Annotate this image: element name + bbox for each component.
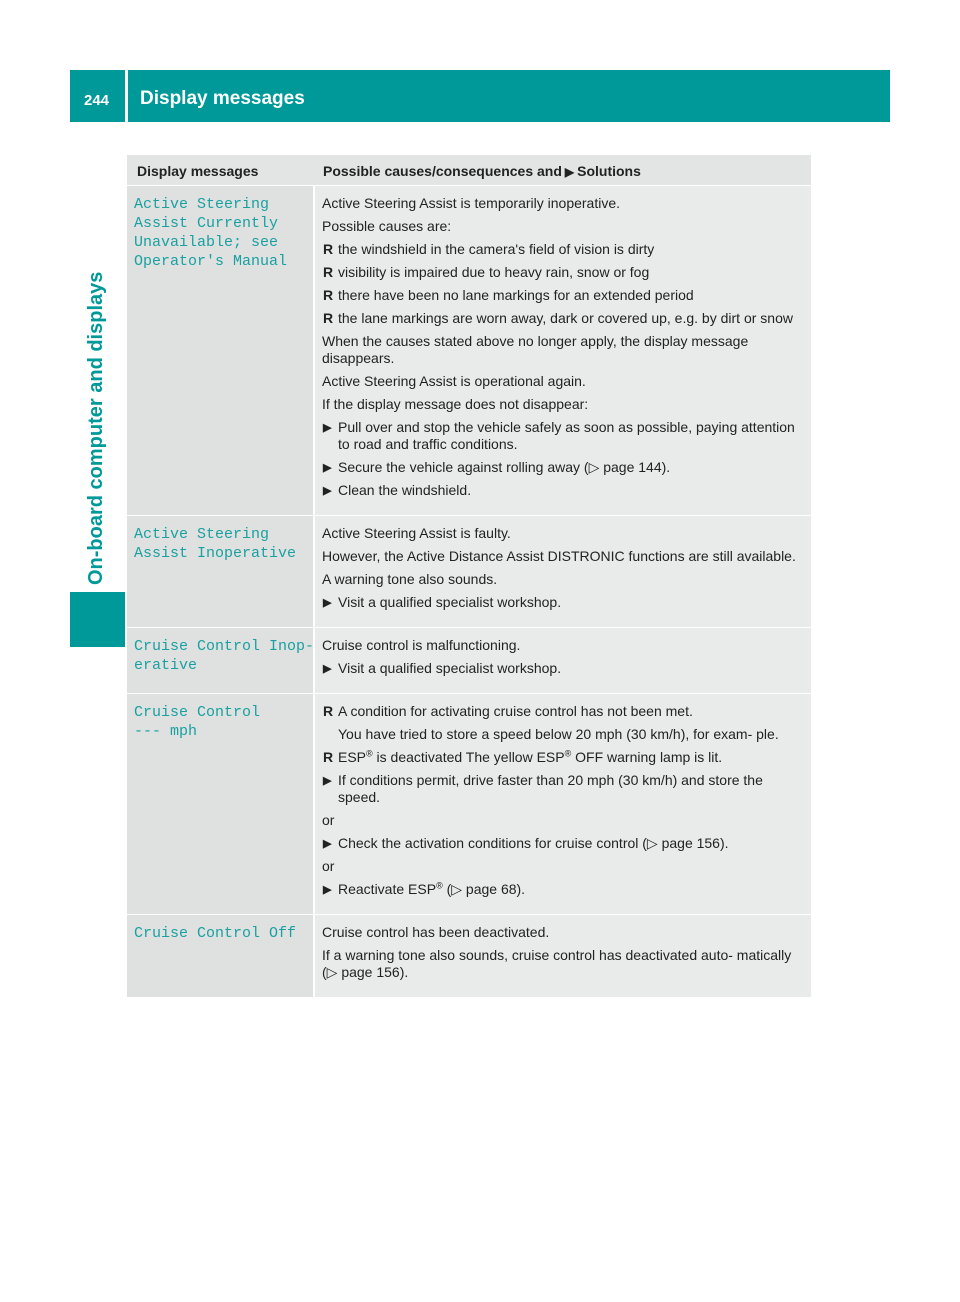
item-text: Pull over and stop the vehicle safely as soon as possible, paying attention to road and traffic conditions. <box>338 419 795 452</box>
action-step <box>322 772 805 806</box>
item-text: Visit a qualified specialist workshop. <box>338 660 562 676</box>
item-text: there have been no lane markings for an extended period <box>338 287 694 303</box>
column-header-solutions <box>315 155 811 185</box>
solution-text: A warning tone also sounds. <box>322 571 498 587</box>
action-step <box>322 594 805 611</box>
solution-text: Cruise control is malfunctioning. <box>322 637 521 653</box>
display-message-line: --- mph <box>134 723 198 740</box>
solution-text: Possible causes are: <box>322 218 452 234</box>
solution-text: If the display message does not disappear: <box>322 396 589 412</box>
display-message-line: Active Steering <box>134 196 270 213</box>
item-text: the windshield in the camera's field of vision is dirty <box>338 241 655 257</box>
item-text: Secure the vehicle against rolling away (▷ page 144). <box>338 459 671 475</box>
solution-text: Active Steering Assist is operational again. <box>322 373 586 389</box>
solution-text: Cruise control has been deactivated. <box>322 924 550 940</box>
page-title: Display messages <box>140 88 305 109</box>
section-marker <box>70 592 125 647</box>
item-text: A condition for activating cruise control has not been met. <box>338 703 693 719</box>
table-header <box>127 155 811 186</box>
action-step <box>322 881 805 898</box>
solution-text: Active Steering Assist is faulty. <box>322 525 511 541</box>
table-row <box>127 915 811 998</box>
solution-cell <box>315 694 811 914</box>
table-row <box>127 516 811 628</box>
action-arrow-icon: ▶ <box>323 485 332 497</box>
action-step <box>322 660 805 677</box>
bullet-icon: R <box>323 310 334 326</box>
table-row <box>127 628 811 694</box>
display-message <box>127 628 313 693</box>
action-arrow-icon: ▶ <box>323 663 332 675</box>
column-header-causes: Possible causes/consequences and <box>323 163 562 179</box>
action-arrow-icon: ▶ <box>323 838 332 850</box>
item-text: the lane markings are worn away, dark or covered up, e.g. by dirt or snow <box>338 310 793 326</box>
bullet-icon: R <box>323 264 334 280</box>
column-header-messages: Display messages <box>137 163 259 179</box>
action-arrow-icon: ▶ <box>323 422 332 434</box>
display-message <box>127 694 313 914</box>
table-body <box>127 186 811 998</box>
bullet-icon: R <box>323 749 334 765</box>
solution-cell <box>315 915 811 997</box>
item-text: Clean the windshield. <box>338 482 472 498</box>
display-message-line: Unavailable; see <box>134 234 279 251</box>
solution-text: However, the Active Distance Assist DISTRONIC functions are still available. <box>322 548 796 564</box>
table-row <box>127 694 811 915</box>
solution-text: When the causes stated above no longer apply, the display message disappears. <box>322 333 749 366</box>
solution-text: or <box>322 812 335 828</box>
display-messages-table <box>127 155 811 998</box>
item-text: Reactivate ESP® (▷ page 68). <box>338 880 526 897</box>
table-row <box>127 186 811 516</box>
solution-text: Active Steering Assist is temporarily inoperative. <box>322 195 621 211</box>
page-header <box>70 70 890 122</box>
action-arrow-icon: ▶ <box>323 462 332 474</box>
bullet-item <box>322 287 805 304</box>
solution-text: If a warning tone also sounds, cruise control has deactivated auto‐ matically (▷ page 156). <box>322 947 792 980</box>
display-message <box>127 915 313 997</box>
bullet-item <box>322 703 805 720</box>
item-text: visibility is impaired due to heavy rain, snow or fog <box>338 264 650 280</box>
display-message-line: Assist Inoperative <box>134 545 297 562</box>
solution-subtext: You have tried to store a speed below 20 mph (30 km/h), for exam‐ ple. <box>338 726 779 742</box>
item-text: ESP® is deactivated The yellow ESP® OFF warning lamp is lit. <box>338 748 723 765</box>
bullet-icon: R <box>323 241 334 257</box>
bullet-item <box>322 264 805 281</box>
display-message-line: Cruise Control <box>134 704 261 721</box>
display-message-line: Active Steering <box>134 526 270 543</box>
action-step <box>322 835 805 852</box>
display-message-line: erative <box>134 657 198 674</box>
bullet-item <box>322 749 805 766</box>
header-divider <box>125 70 128 122</box>
bullet-item <box>322 241 805 258</box>
solution-cell <box>315 628 811 693</box>
display-message <box>127 516 313 627</box>
display-message <box>127 186 313 515</box>
action-step <box>322 482 805 499</box>
display-message-line: Cruise Control Inop‐ <box>134 638 315 655</box>
item-text: Visit a qualified specialist workshop. <box>338 594 562 610</box>
arrow-right-icon: ▶ <box>564 165 575 179</box>
action-step <box>322 459 805 476</box>
display-message-line: Cruise Control Off <box>134 925 297 942</box>
display-message-line: Assist Currently <box>134 215 279 232</box>
action-arrow-icon: ▶ <box>323 884 332 896</box>
item-text: Check the activation conditions for cruise control (▷ page 156). <box>338 835 729 851</box>
action-arrow-icon: ▶ <box>323 775 332 787</box>
solution-text: or <box>322 858 335 874</box>
item-text: If conditions permit, drive faster than 20 mph (30 km/h) and store the speed. <box>338 772 763 805</box>
display-message-line: Operator's Manual <box>134 253 288 270</box>
action-arrow-icon: ▶ <box>323 597 332 609</box>
bullet-icon: R <box>323 287 334 303</box>
bullet-item <box>322 310 805 327</box>
solution-cell <box>315 186 811 515</box>
page-number: 244 <box>84 92 110 109</box>
section-side-title: On-board computer and displays <box>85 271 107 585</box>
column-header-solutions-label: Solutions <box>577 163 641 179</box>
bullet-icon: R <box>323 703 334 719</box>
action-step <box>322 419 805 453</box>
solution-cell <box>315 516 811 627</box>
